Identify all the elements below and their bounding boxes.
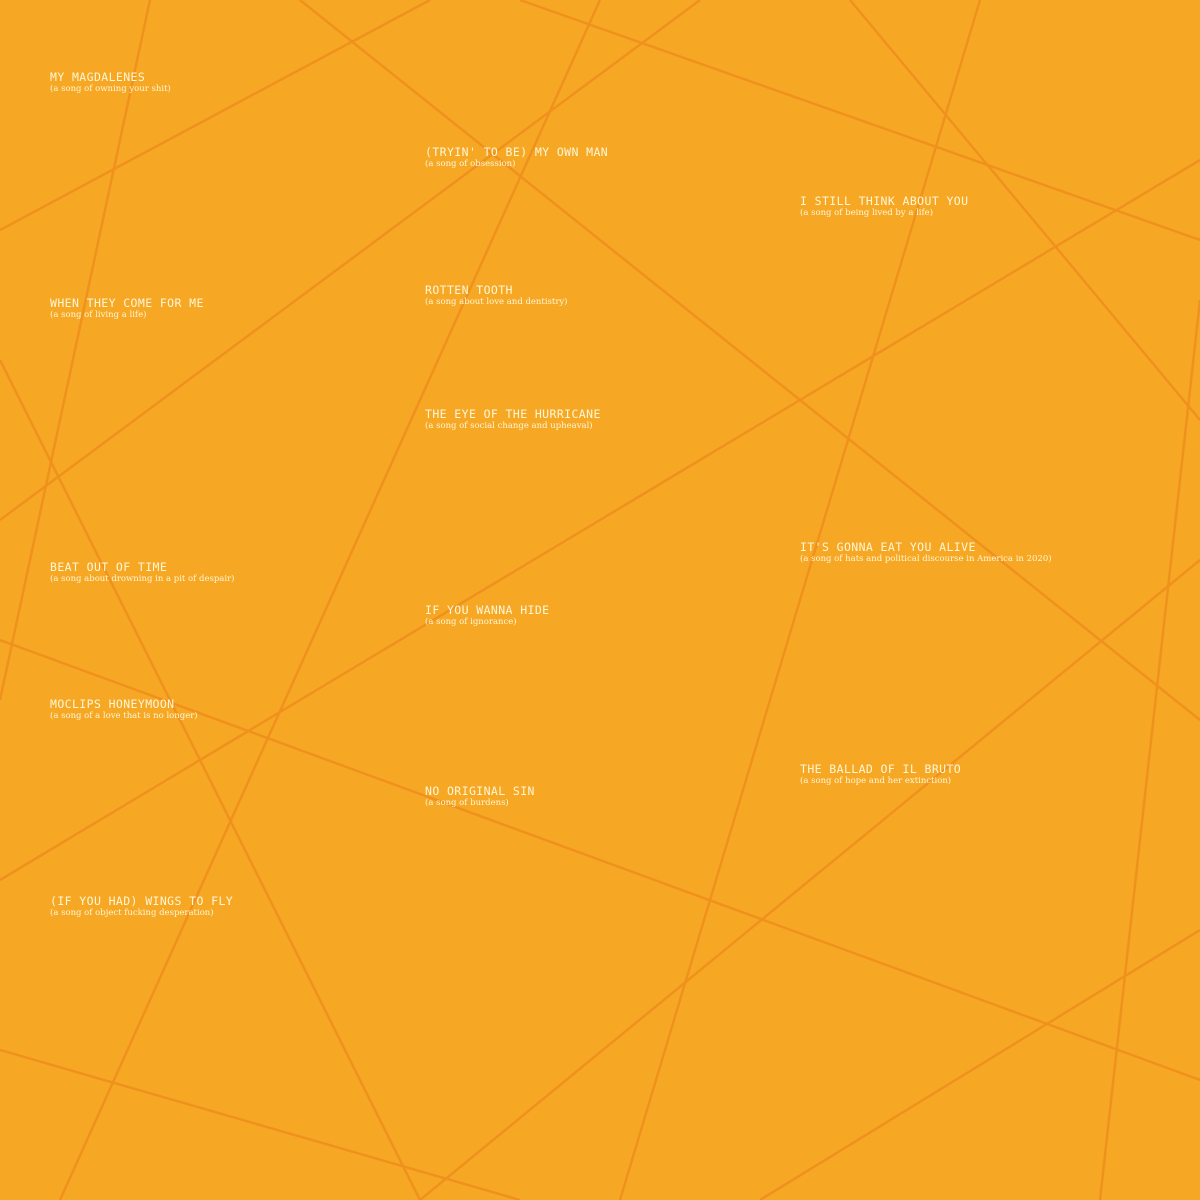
song-title: THE BALLAD OF IL BRUTO	[800, 762, 962, 776]
song-title: MY MAGDALENES	[50, 70, 146, 84]
song-subtitle: (a song of a love that is no longer)	[50, 711, 198, 721]
song-subtitle: (a song about love and dentistry)	[425, 297, 568, 307]
song-block	[425, 145, 783, 171]
song-block	[50, 296, 408, 322]
song-subtitle: (a song of ignorance)	[425, 617, 517, 627]
song-title: (TRYIN' TO BE) MY OWN MAN	[425, 145, 609, 159]
song-title: ROTTEN TOOTH	[425, 283, 513, 297]
song-title: I STILL THINK ABOUT YOU	[800, 194, 969, 208]
song-subtitle: (a song of social change and upheaval)	[425, 421, 593, 431]
song-subtitle: (a song of living a life)	[50, 310, 147, 320]
song-subtitle: (a song of obsession)	[425, 159, 516, 169]
song-subtitle: (a song about drowning in a pit of despair)	[50, 574, 235, 584]
song-title: IT'S GONNA EAT YOU ALIVE	[800, 540, 976, 554]
song-subtitle: (a song of object fucking desperation)	[50, 908, 214, 918]
song-title: NO ORIGINAL SIN	[425, 784, 535, 798]
song-subtitle: (a song of hope and her extinction)	[800, 776, 952, 786]
song-title: (IF YOU HAD) WINGS TO FLY	[50, 894, 234, 908]
song-title: BEAT OUT OF TIME	[50, 560, 168, 574]
song-subtitle: (a song of being lived by a life)	[800, 208, 934, 218]
song-block	[425, 603, 783, 629]
song-subtitle: (a song of burdens)	[425, 798, 509, 808]
song-subtitle: (a song of hats and political discourse in America in 2020)	[800, 554, 1052, 564]
song-title: IF YOU WANNA HIDE	[425, 603, 550, 617]
song-subtitle: (a song of owning your shit)	[50, 84, 171, 94]
song-block	[425, 407, 783, 433]
song-block	[50, 697, 408, 723]
song-block	[50, 70, 408, 96]
song-block	[800, 540, 1152, 566]
song-title: THE EYE OF THE HURRICANE	[425, 407, 601, 421]
song-block	[425, 283, 783, 309]
song-block	[800, 762, 1152, 788]
song-block	[50, 894, 408, 920]
song-block	[50, 560, 408, 586]
song-title: MOCLIPS HONEYMOON	[50, 697, 175, 711]
song-block	[800, 194, 1152, 220]
song-title: WHEN THEY COME FOR ME	[50, 296, 204, 310]
song-block	[425, 784, 783, 810]
